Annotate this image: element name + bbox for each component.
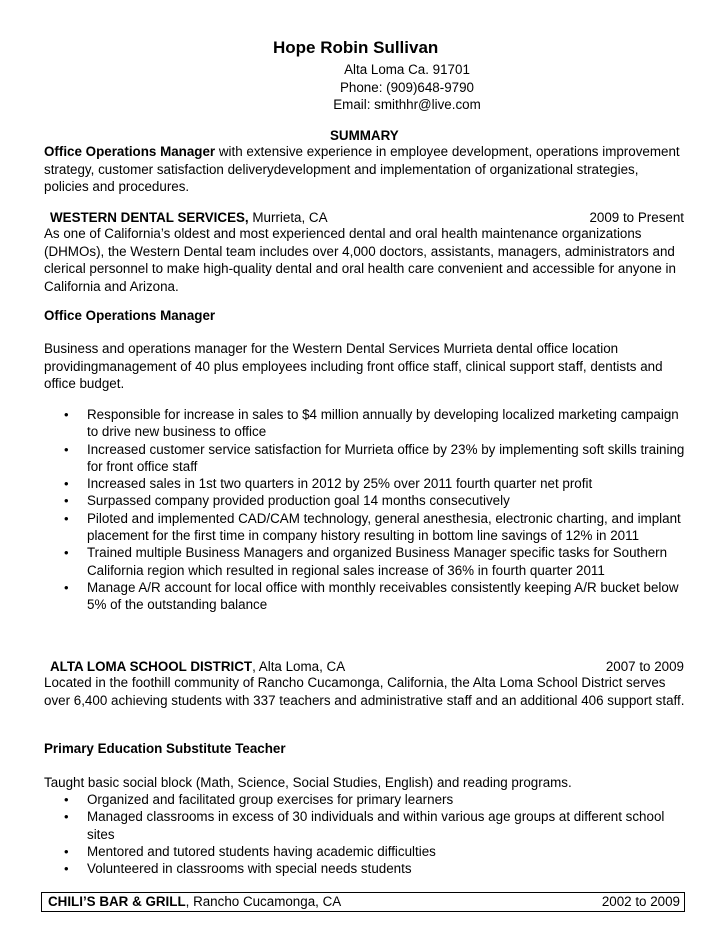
list-item: • Responsible for increase in sales to $4 million annually by developing localized marketing campaign to drive new business to office bbox=[64, 407, 679, 440]
job-dates: 2002 to 2009 bbox=[601, 894, 680, 909]
bullet-icon: • bbox=[64, 579, 69, 595]
list-item: • Organized and facilitated group exercises for primary learners bbox=[64, 792, 454, 807]
list-item: • Surpassed company provided production goal 14 months consecutively bbox=[64, 493, 510, 509]
bullet-icon: • bbox=[64, 545, 69, 561]
list-item: • Increased customer service satisfaction for Murrieta office by 23% by implementing soft skills training for front office staff bbox=[64, 441, 685, 474]
job-achievements-list bbox=[44, 791, 686, 877]
employer-name: CHILI’S BAR & GRILL bbox=[48, 894, 186, 909]
bullet-icon: • bbox=[64, 407, 69, 422]
list-item: • Trained multiple Business Managers and organized Business Manager specific tasks for Southern California region which resulted in regional sales increase of 36% in fourth quarter 2011 bbox=[64, 545, 668, 578]
job-header-chilis bbox=[41, 892, 685, 912]
bullet-icon: • bbox=[64, 861, 69, 877]
list-item: • Mentored and tutored students having academic difficulties bbox=[64, 843, 436, 859]
address-line: Alta Loma Ca. 91701 bbox=[344, 62, 470, 77]
job-summary: Taught basic social block (Math, Science, Social Studies, English) and reading programs. bbox=[44, 775, 572, 790]
employer-location: , Rancho Cucamonga, CA bbox=[185, 894, 342, 909]
list-item: • Managed classrooms in excess of 30 individuals and within various age groups at different school sites bbox=[64, 809, 665, 842]
employer-location: Murrieta, CA bbox=[248, 210, 328, 225]
summary-heading: SUMMARY bbox=[330, 128, 399, 143]
phone-line: Phone: (909)648-9790 bbox=[339, 80, 474, 95]
job-dates: 2007 to 2009 bbox=[605, 659, 684, 674]
list-item: • Manage A/R account for local office with monthly receivables consistently keeping A/R bucket below 5% of the outstanding balance bbox=[64, 579, 679, 613]
employer-name: WESTERN DENTAL SERVICES, bbox=[50, 210, 249, 225]
list-item: • Piloted and implemented CAD/CAM technology, general anesthesia, electronic charting, and implant placement for the first time in company history resulting in bottom line savings of 12% in 2011 bbox=[64, 510, 681, 544]
summary-text: with extensive experience in employee development, operations improvement strategy, customer satisfaction deliverydevelopment and implementation of organizational strategies, policies and procedures. bbox=[44, 144, 680, 194]
summary-lead: Office Operations Manager bbox=[44, 144, 216, 159]
employer-description: As one of California’s oldest and most experienced dental and oral health maintenance organizations (DHMOs), the Western Dental team includes over 4,000 doctors, assistants, managers, administrators and clerical personnel to make high-quality dental and oral health care convenient and accessible for anyone in California and Arizona. bbox=[44, 226, 676, 294]
email-line: Email: smithhr@live.com bbox=[333, 97, 481, 112]
bullet-icon: • bbox=[64, 441, 69, 457]
bullet-icon: • bbox=[64, 510, 69, 526]
bullet-icon: • bbox=[64, 476, 69, 492]
job-summary: Business and operations manager for the Western Dental Services Murrieta dental office location providingmanagement of 40 plus employees including front office staff, clinical support staff, dentists and office budget. bbox=[44, 341, 663, 391]
bullet-icon: • bbox=[64, 792, 69, 807]
bullet-icon: • bbox=[64, 843, 69, 859]
candidate-name: Hope Robin Sullivan bbox=[273, 38, 439, 57]
job-title: Office Operations Manager bbox=[44, 308, 216, 323]
summary-paragraph bbox=[44, 143, 686, 196]
job-header-alta-loma bbox=[44, 658, 684, 676]
employer-description: Located in the foothill community of Rancho Cucamonga, California, the Alta Loma School District serves over 6,400 achieving students with 337 teachers and administrative staff and an additional 406 support staff. bbox=[44, 675, 685, 708]
bullet-icon: • bbox=[64, 493, 69, 509]
list-item: • Volunteered in classrooms with special needs students bbox=[64, 861, 412, 877]
job-dates: 2009 to Present bbox=[589, 210, 684, 225]
list-item: • Increased sales in 1st two quarters in 2012 by 25% over 2011 fourth quarter net profit bbox=[64, 476, 593, 492]
job-achievements-list bbox=[44, 406, 686, 614]
job-title: Primary Education Substitute Teacher bbox=[44, 741, 286, 756]
employer-name: ALTA LOMA SCHOOL DISTRICT bbox=[50, 659, 253, 674]
job-header-western-dental bbox=[44, 209, 684, 227]
bullet-icon: • bbox=[64, 809, 69, 825]
employer-location: , Alta Loma, CA bbox=[252, 659, 346, 674]
